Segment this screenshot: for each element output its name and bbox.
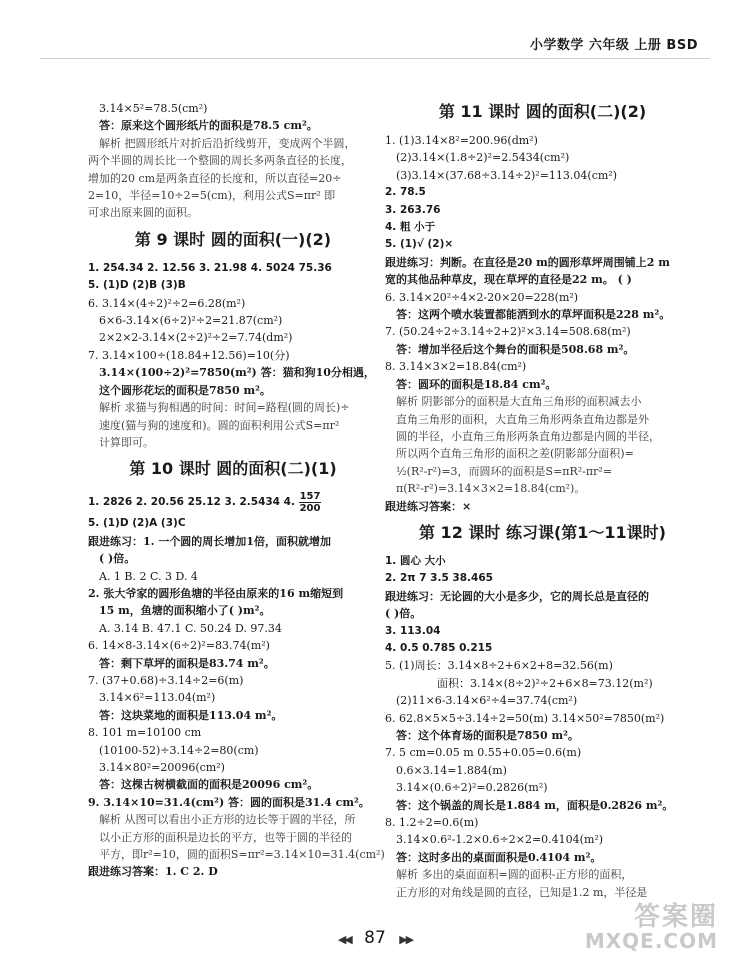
answer-line: 2×2×2-3.14×(2÷2)²÷2=7.74(dm²) (99, 331, 293, 345)
answer-line: 2. 2π 7 3.5 38.465 (385, 572, 493, 585)
answer-line: 9. 3.14×10=31.4(cm²) 答：圆的面积是31.4 cm²。 (88, 795, 370, 809)
practice-line: 宽的其他品种草皮，现在草坪的直径是22 m。 ( ) (385, 273, 632, 287)
practice-line: 跟进练习：1. 一个圆的周长增加1倍，面积就增加 (88, 534, 331, 548)
analysis-line: 所以两个直角三角形的面积之差(阴影部分面积)= (396, 447, 634, 461)
answer-line: 3.14×6²=113.04(m²) (99, 691, 216, 705)
analysis-line: ½(R²-r²)=3，而圆环的面积是S=πR²-πr²= (396, 464, 613, 478)
analysis-line: 圆的半径，小直角三角形两条直角边都是内圆的半径， (396, 429, 660, 443)
answer-line: 5. (1)周长：3.14×8÷2+6×2+8=32.56(m) (385, 659, 613, 673)
page-header: 小学数学 六年级 上册 BSD (529, 38, 698, 53)
header-divider (40, 58, 710, 59)
answer-line: 答：这时多出的桌面面积是0.4104 m²。 (396, 850, 602, 864)
answer-line: 6. 3.14×20²÷4×2-20×20=228(m²) (385, 290, 579, 304)
answer-line: 6. 14×8-3.14×(6÷2)²=83.74(m²) (88, 639, 270, 653)
analysis-line: 直角三角形的面积，大直角三角形两条直角边都是外 (396, 412, 649, 426)
answer-line: 7. 3.14×100÷(18.84+12.56)=10(分) (88, 348, 290, 362)
analysis-line: 平方，即r²=10，圆的面积S=πr²=3.14×10=31.4(cm²) (99, 848, 385, 862)
section-title-lesson-11: 第 11 课时 圆的面积(二)(2) (438, 102, 647, 121)
watermark-url: MXQE.COM (584, 929, 718, 953)
answer-line: 答：这棵古树横截面的面积是20096 cm²。 (99, 778, 319, 792)
answer-line: (3)3.14×(37.68÷3.14÷2)²=113.04(cm²) (396, 168, 617, 182)
answer-line: 1. 254.34 2. 12.56 3. 21.98 4. 5024 75.36 (88, 261, 332, 274)
choice-line: A. 1 B. 2 C. 3 D. 4 (99, 569, 198, 583)
analysis-line: 解析 多出的桌面面积=圆的面积-正方形的面积， (396, 868, 633, 882)
left-column (88, 100, 385, 881)
practice-line: 跟进练习：判断。在直径是20 m的圆形草坪周围铺上2 m (385, 255, 670, 269)
answer-line: 3. 263.76 (385, 203, 441, 216)
page-number: 87 (364, 928, 386, 948)
analysis-line: 计算即可。 (99, 435, 154, 449)
answer-line: 答：圆环的面积是18.84 cm²。 (396, 377, 557, 391)
analysis-line: 解析 从图可以看出小正方形的边长等于圆的半径，所 (99, 813, 356, 827)
fraction-denominator: 200 (299, 502, 321, 514)
analysis-line: 解析 求猫与狗相遇的时间：时间=路程(圆的周长)÷ (99, 401, 350, 415)
answer-line: 3.14×(100÷2)²=7850(m²) 答：猫和狗10分相遇， (99, 366, 375, 380)
answer-line (88, 489, 378, 515)
practice-line: 跟进练习：无论圆的大小是多少，它的周长总是直径的 (385, 589, 649, 603)
answer-line: 答：这两个喷水装置都能洒到水的草坪面积是228 m²。 (396, 308, 671, 322)
answer-text: 1. 2826 2. 20.56 25.12 3. 2.5434 4. (88, 496, 295, 509)
answer-line: 3.14×0.6²-1.2×0.6÷2×2=0.4104(m²) (396, 833, 604, 847)
practice-line: 2. 张大爷家的圆形鱼塘的半径由原来的16 m缩短到 (88, 586, 344, 600)
answer-line: 答：这块菜地的面积是113.04 m²。 (99, 708, 283, 722)
practice-answer-line: 跟进练习答案：1. C 2. D (88, 865, 218, 879)
analysis-line: 以小正方形的面积是边长的平方，也等于圆的半径的 (99, 830, 352, 844)
answer-line: 面积：3.14×(8÷2)²÷2+6×8=73.12(m²) (437, 676, 653, 690)
section-title-lesson-12: 第 12 课时 练习课(第1～11课时) (418, 522, 666, 542)
answer-line: 6. 3.14×(4÷2)²÷2=6.28(m²) (88, 296, 246, 310)
right-column (385, 100, 700, 901)
answer-line: 5. (1)D (2)A (3)C (88, 517, 186, 530)
answer-line: 答：原来这个圆形纸片的面积是78.5 cm²。 (99, 119, 318, 133)
answer-line: 4. 0.5 0.785 0.215 (385, 641, 493, 654)
analysis-line: π(R²-r²)=3.14×3×2=18.84(cm²)。 (396, 482, 586, 496)
analysis-line: 2=10，半径=10÷2=5(cm)，利用公式S=πr² 即 (88, 189, 336, 203)
answer-line: 答：增加半径后这个舞台的面积是508.68 m²。 (396, 342, 635, 356)
analysis-line: 增加的20 cm是两条直径的长度和，所以直径=20÷ (88, 171, 342, 185)
analysis-line: 速度(猫与狗的速度和)。圆的面积利用公式S=πr² (99, 418, 340, 432)
answer-line: 8. 3.14×3×2=18.84(cm²) (385, 360, 527, 374)
answer-line: 6×6-3.14×(6÷2)²÷2=21.87(cm²) (99, 314, 283, 328)
analysis-line: 正方形的对角线是圆的直径，已知是1.2 m，半径是 (396, 885, 648, 899)
section-title-lesson-9: 第 9 课时 圆的面积(一)(2) (134, 229, 332, 249)
answer-line: 5. (1)√ (2)× (385, 238, 454, 251)
choice-line: A. 3.14 B. 47.1 C. 50.24 D. 97.34 (99, 621, 282, 635)
answer-line: 8. 101 m=10100 cm (88, 726, 202, 740)
answer-line: 4. 粗 小于 (385, 221, 436, 234)
practice-line: 15 m，鱼塘的面积缩小了( )m²。 (99, 604, 271, 618)
fraction (299, 491, 322, 514)
answer-line: 答：这个体育场的面积是7850 m²。 (396, 729, 579, 742)
answer-line: 5. (1)D (2)B (3)B (88, 279, 186, 292)
fraction-numerator: 157 (299, 490, 321, 502)
answer-line: 8. 1.2÷2=0.6(m) (385, 816, 479, 830)
answer-line: 7. (50.24÷2÷3.14÷2+2)²×3.14=508.68(m²) (385, 325, 631, 339)
answer-line: 1. (1)3.14×8²=200.96(dm²) (385, 134, 538, 147)
answer-line: (2)11×6-3.14×6²÷4=37.74(cm²) (396, 694, 578, 708)
prev-page-arrows: ◀◀ (337, 933, 351, 946)
answer-line: 7. (37+0.68)÷3.14÷2=6(m) (88, 673, 244, 687)
answer-line: (2)3.14×(1.8÷2)²=2.5434(cm²) (396, 151, 570, 165)
analysis-line: 解析 把圆形纸片对折后沿折线剪开，变成两个半圆， (99, 136, 356, 150)
practice-line: ( )倍。 (385, 607, 422, 621)
answer-line: 3. 113.04 (385, 624, 441, 637)
answer-line: 答：剩下草坪的面积是83.74 m²。 (99, 656, 275, 670)
answer-line: 答：这个锅盖的周长是1.884 m，面积是0.2826 m²。 (396, 798, 674, 812)
watermark (584, 902, 718, 953)
answer-line: 0.6×3.14=1.884(m) (396, 763, 507, 777)
answer-line: 2. 78.5 (385, 186, 426, 199)
practice-answer-line: 跟进练习答案：× (385, 499, 472, 513)
answer-line: 6. 62.8×5×5÷3.14÷2=50(m) 3.14×50²=7850(m²) (385, 711, 665, 725)
answer-line: 3.14×5²=78.5(cm²) (99, 102, 208, 115)
answer-line: 3.14×(0.6÷2)²=0.2826(m²) (396, 781, 548, 795)
answer-line: 3.14×80²=20096(cm²) (99, 761, 225, 774)
practice-line: ( )倍。 (99, 552, 136, 566)
analysis-line: 可求出原来圆的面积。 (88, 206, 198, 220)
next-page-arrows: ▶▶ (399, 933, 413, 946)
answer-line: (10100-52)÷3.14÷2=80(cm) (99, 743, 259, 757)
watermark-text: 答案圈 (633, 902, 718, 932)
analysis-line: 两个半圆的周长比一个整圆的周长多两条直径的长度， (88, 154, 352, 168)
answer-line: 7. 5 cm=0.05 m 0.55+0.05=0.6(m) (385, 746, 582, 760)
analysis-line: 解析 阴影部分的面积是大直角三角形的面积减去小 (396, 395, 642, 409)
section-title-lesson-10: 第 10 课时 圆的面积(二)(1) (129, 459, 337, 479)
answer-line: 1. 圆心 大小 (385, 554, 446, 567)
answer-line: 这个圆形花坛的面积是7850 m²。 (99, 383, 271, 397)
